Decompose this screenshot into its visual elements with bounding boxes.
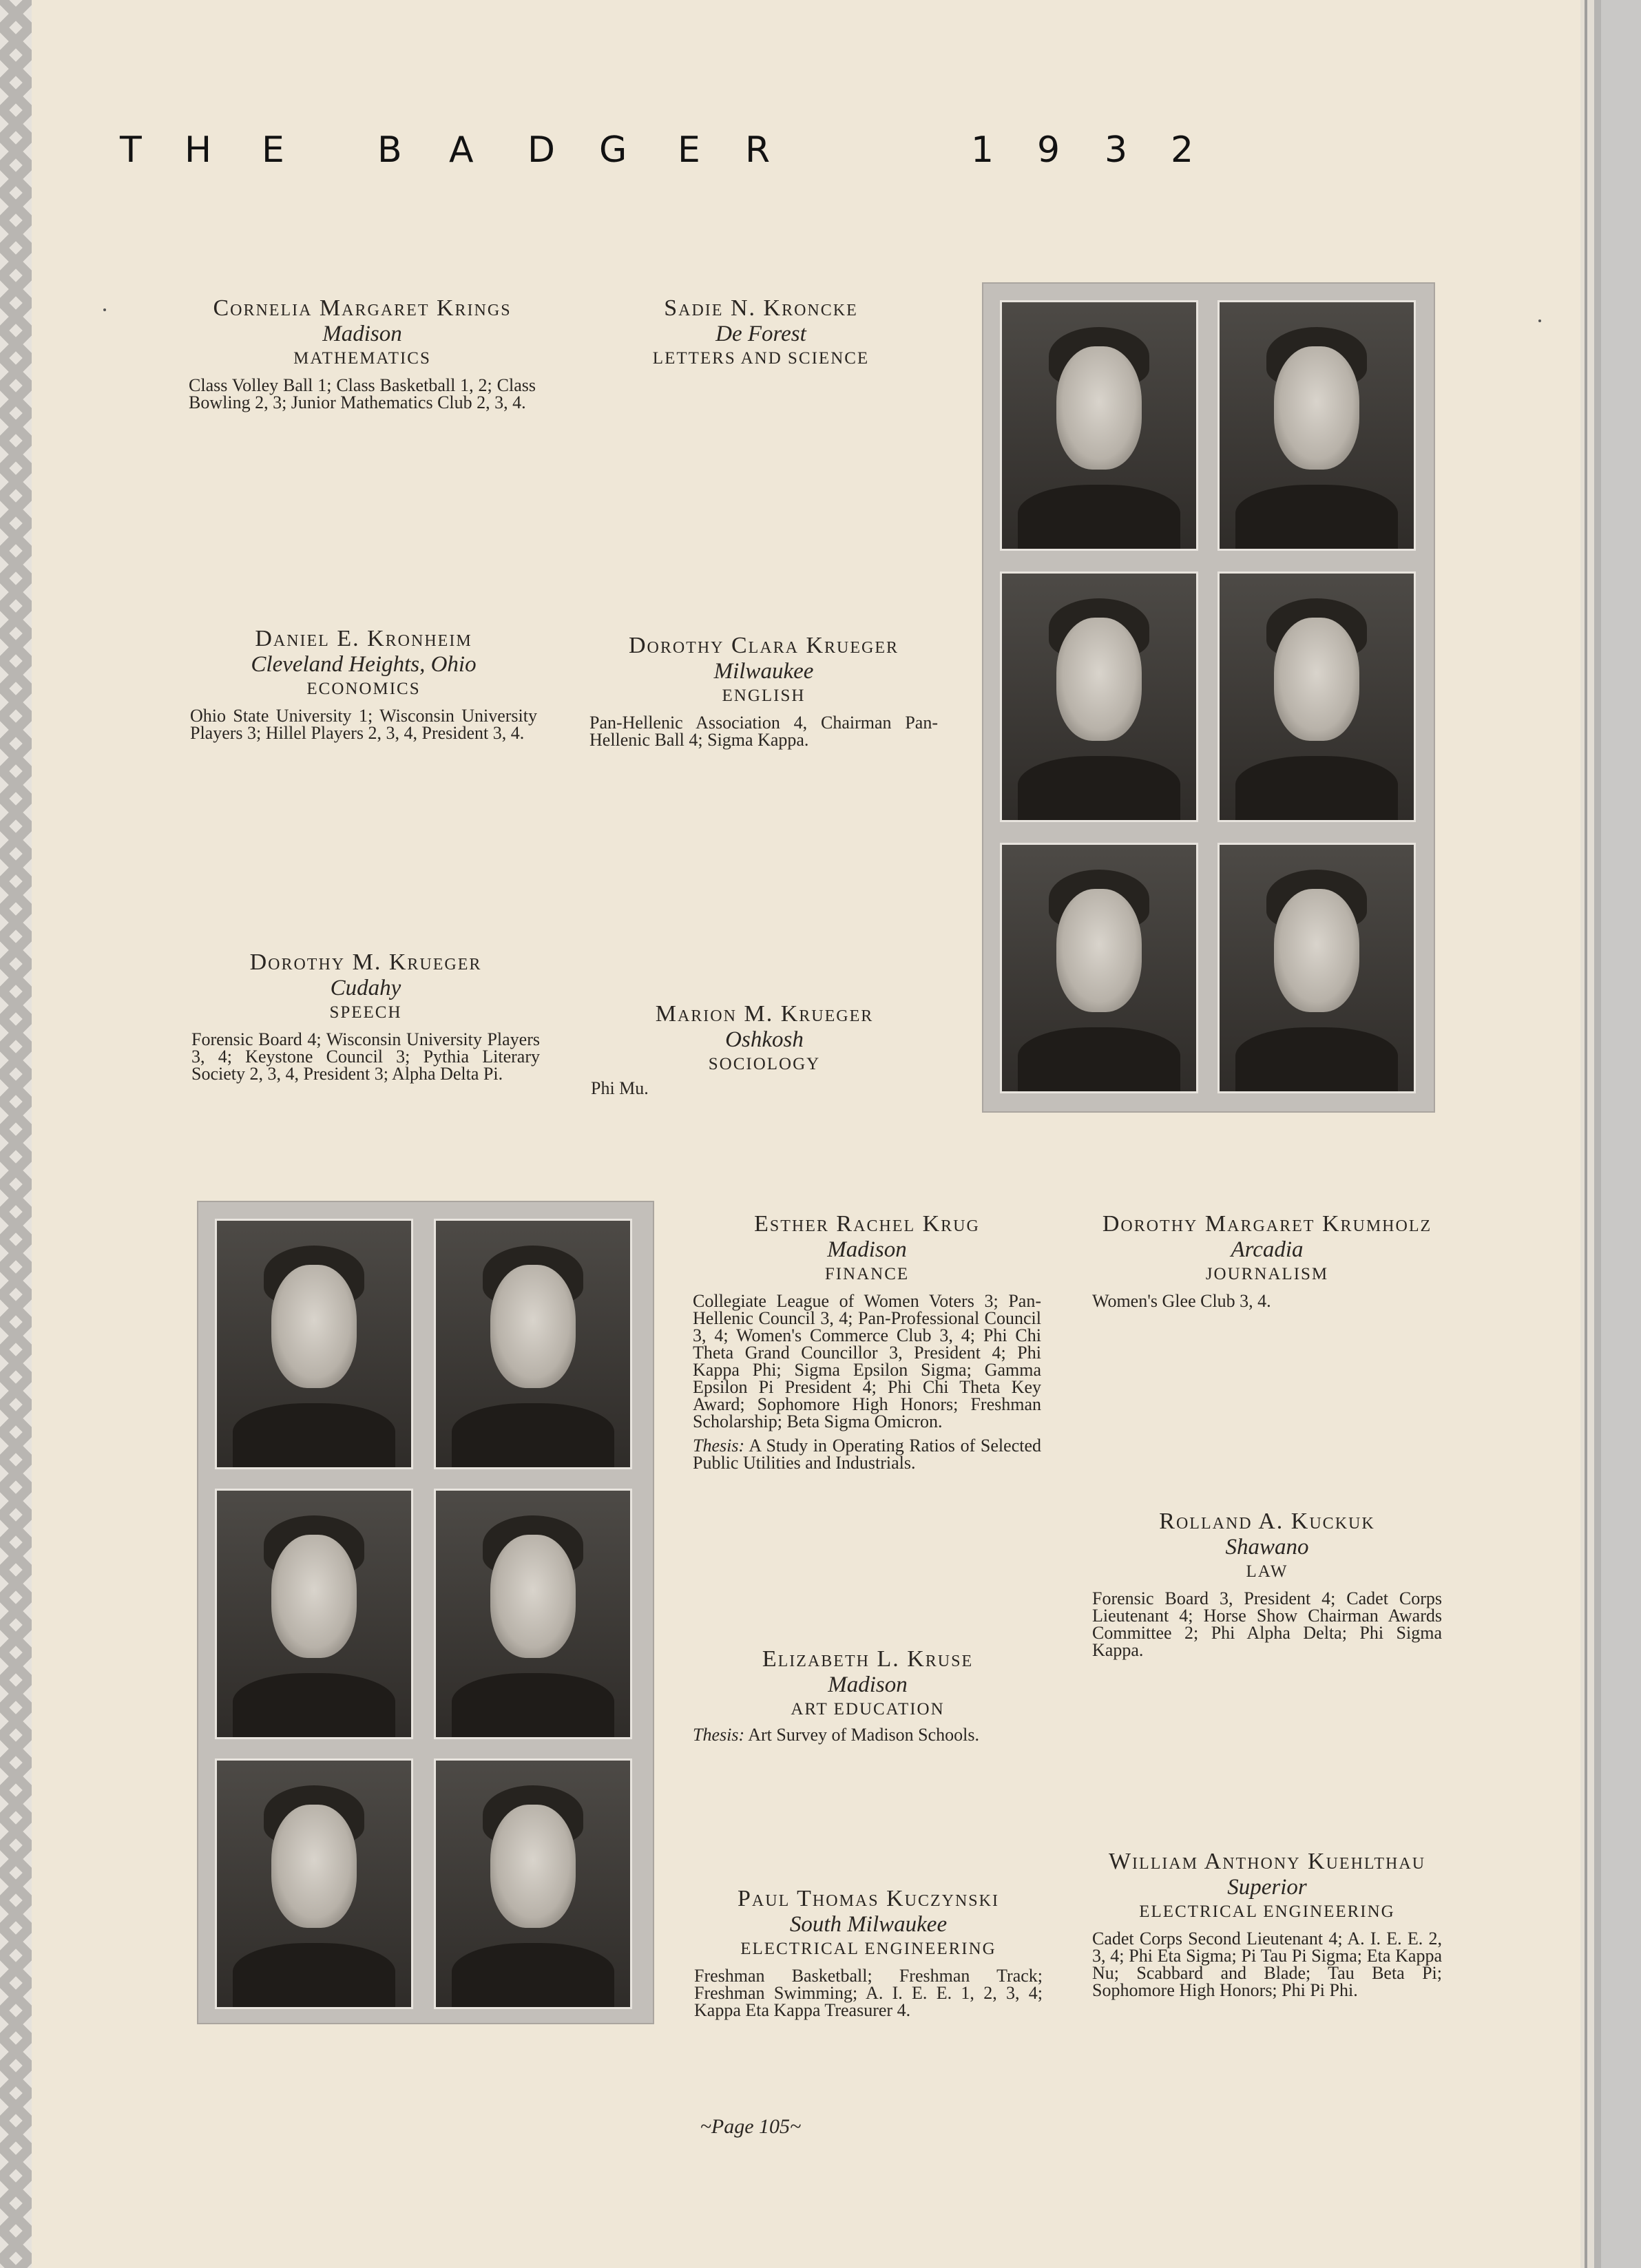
header-year-digit: 9 xyxy=(1037,129,1060,171)
header-letter: E xyxy=(678,129,700,171)
senior-activities: Women's Glee Club 3, 4. xyxy=(1092,1290,1271,1311)
senior-major: LAW xyxy=(1246,1562,1288,1582)
senior-name: Cornelia Margaret Krings xyxy=(213,295,512,321)
header-letter: D xyxy=(527,129,556,171)
ink-speck xyxy=(103,308,106,311)
portrait-photo xyxy=(1000,571,1198,822)
portrait-photo xyxy=(215,1219,413,1469)
thesis-label: Thesis: xyxy=(693,1435,745,1456)
thesis-text: A Study in Operating Ratios of Selected Public Utilities and Industrials. xyxy=(693,1435,1041,1473)
senior-entry xyxy=(693,1212,1041,1471)
senior-major: ECONOMICS xyxy=(306,680,421,699)
header-letter: B xyxy=(377,129,402,171)
senior-entry xyxy=(620,296,902,368)
senior-name: Dorothy Clara Krueger xyxy=(628,633,899,658)
senior-entry xyxy=(694,1887,1043,2019)
senior-major: LETTERS AND SCIENCE xyxy=(652,349,870,368)
senior-hometown: Cudahy xyxy=(330,975,401,1000)
header-letter: R xyxy=(745,129,771,171)
senior-activities: Freshman Basketball; Freshman Track; Freshman Swimming; A. I. E. E. 1, 2, 3, 4; Kappa Eta Kappa Treasurer 4. xyxy=(694,1965,1043,2020)
portrait-photo xyxy=(1000,300,1198,551)
portrait-photo xyxy=(215,1758,413,2009)
senior-activities: Forensic Board 3, President 4; Cadet Corps Lieutenant 4; Horse Show Chairman Awards Committee 2; Phi Alpha Delta; Phi Sigma Kappa. xyxy=(1092,1588,1442,1660)
ink-speck xyxy=(1538,319,1541,322)
left-decorative-border xyxy=(0,0,32,2268)
senior-entry xyxy=(1092,1212,1442,1310)
portrait-photo xyxy=(434,1758,632,2009)
portrait-photo xyxy=(434,1219,632,1469)
senior-major: SPEECH xyxy=(329,1003,402,1022)
senior-hometown: South Milwaukee xyxy=(789,1911,948,1937)
portrait-photo xyxy=(434,1489,632,1739)
senior-major: SOCIOLOGY xyxy=(708,1055,821,1074)
senior-activities: Collegiate League of Women Voters 3; Pan-Hellenic Council 3, 4; Pan-Professional Council 3, 4; Women's Commerce Club 3, 4; Phi Chi Theta Grand Councillor 3, President 4; Phi Kappa Phi; Sigma Epsilon Sigma; Gamma Epsilon Pi President 4; Phi Chi Theta Key Award; Sophomore High Honors; Freshman Scholarship; Beta Sigma Omicron. xyxy=(693,1290,1041,1431)
senior-name: Rolland A. Kuckuk xyxy=(1159,1509,1375,1534)
page-number: ~Page 105~ xyxy=(700,2115,802,2138)
header-year-digit: 2 xyxy=(1171,129,1194,171)
header-year-digit: 1 xyxy=(971,129,994,171)
senior-activities: Class Volley Ball 1; Class Basketball 1, 2; Class Bowling 2, 3; Junior Mathematics Club 2, 3, 4. xyxy=(189,375,536,412)
senior-major: JOURNALISM xyxy=(1205,1265,1329,1284)
senior-name: Sadie N. Kroncke xyxy=(664,295,858,321)
senior-entry xyxy=(1092,1509,1442,1659)
senior-major: FINANCE xyxy=(824,1265,910,1284)
senior-entry xyxy=(693,1647,1043,1743)
senior-entry xyxy=(190,627,537,742)
thesis-text: Art Survey of Madison Schools. xyxy=(748,1724,980,1745)
senior-name: Dorothy Margaret Krumholz xyxy=(1102,1211,1432,1237)
senior-name: William Anthony Kuehlthau xyxy=(1108,1849,1426,1874)
senior-name: Marion M. Krueger xyxy=(655,1001,874,1027)
senior-hometown: Superior xyxy=(1227,1874,1307,1900)
senior-name: Dorothy M. Krueger xyxy=(249,949,482,975)
senior-entry xyxy=(191,950,540,1082)
senior-activities: Phi Mu. xyxy=(591,1078,649,1098)
senior-entry xyxy=(591,1002,938,1097)
senior-hometown: Shawano xyxy=(1225,1534,1309,1560)
senior-thesis xyxy=(693,1726,1043,1743)
senior-hometown: Cleveland Heights, Ohio xyxy=(251,651,477,677)
senior-entry xyxy=(1092,1849,1442,1999)
thesis-label: Thesis: xyxy=(693,1724,745,1745)
header-letter: H xyxy=(185,129,212,171)
header-letter: A xyxy=(449,129,474,171)
senior-major: ELECTRICAL ENGINEERING xyxy=(740,1940,996,1959)
senior-activities: Ohio State University 1; Wisconsin University Players 3; Hillel Players 2, 3, 4, President 3, 4. xyxy=(190,705,537,743)
senior-name: Paul Thomas Kuczynski xyxy=(738,1886,999,1911)
senior-hometown: Arcadia xyxy=(1231,1237,1304,1262)
senior-thesis xyxy=(693,1437,1041,1471)
senior-major: ART EDUCATION xyxy=(791,1700,945,1719)
portrait-photo xyxy=(1217,571,1416,822)
portrait-photo xyxy=(215,1489,413,1739)
senior-activities: Cadet Corps Second Lieutenant 4; A. I. E. E. 2, 3, 4; Phi Eta Sigma; Pi Tau Pi Sigma; Eta Kappa Nu; Scabbard and Blade; Tau Beta Pi; Sophomore High Honors; Phi Pi Phi. xyxy=(1092,1928,1442,2000)
page-header xyxy=(117,129,1219,178)
senior-hometown: Milwaukee xyxy=(713,658,814,684)
header-letter: G xyxy=(599,129,627,171)
senior-major: ENGLISH xyxy=(722,686,806,706)
senior-major: MATHEMATICS xyxy=(293,349,431,368)
header-letter: T xyxy=(120,129,142,171)
senior-major: ELECTRICAL ENGINEERING xyxy=(1139,1902,1395,1922)
senior-hometown: Madison xyxy=(322,321,402,346)
portrait-group-top xyxy=(982,282,1435,1113)
senior-hometown: De Forest xyxy=(715,321,806,346)
senior-name: Esther Rachel Krug xyxy=(754,1211,980,1237)
portrait-photo xyxy=(1217,300,1416,551)
senior-hometown: Oshkosh xyxy=(725,1027,804,1052)
header-letter: E xyxy=(262,129,284,171)
portrait-photo xyxy=(1000,843,1198,1093)
senior-activities: Pan-Hellenic Association 4, Chairman Pan-Hellenic Ball 4; Sigma Kappa. xyxy=(589,712,938,750)
senior-activities: Forensic Board 4; Wisconsin University Players 3, 4; Keystone Council 3; Pythia Literary Society 2, 3, 4, President 3; Alpha Delta Pi. xyxy=(191,1029,540,1084)
header-year-digit: 3 xyxy=(1105,129,1128,171)
senior-hometown: Madison xyxy=(828,1672,908,1697)
portrait-group-bottom xyxy=(197,1201,654,2024)
senior-name: Daniel E. Kronheim xyxy=(255,626,472,651)
portrait-photo xyxy=(1217,843,1416,1093)
senior-name: Elizabeth L. Kruse xyxy=(762,1646,974,1672)
right-binding-margin xyxy=(1580,0,1641,2268)
senior-entry xyxy=(189,296,536,411)
senior-entry xyxy=(589,633,938,748)
senior-hometown: Madison xyxy=(827,1237,907,1262)
